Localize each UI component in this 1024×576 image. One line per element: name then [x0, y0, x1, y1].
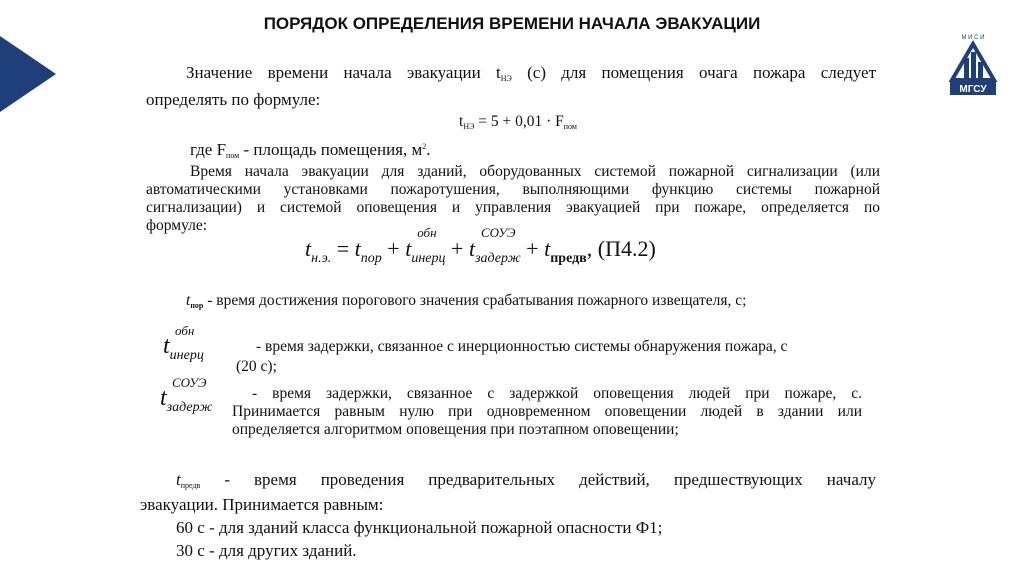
def-tpredv-line1: tпредв - время проведения предварительных действий, предшествующих началу: [176, 470, 876, 490]
para2-line2: автоматическими установками пожаротушения, выполняющими функцию системы пожарной: [146, 181, 880, 198]
mgsu-logo: [948, 30, 998, 96]
para2-line4: формуле:: [146, 217, 208, 234]
def-tinerc-symbol: t обн $_{инерц}$: [163, 323, 204, 363]
def-tzaderzh-text: - время задержки, связанное с задержкой оповещения людей при пожаре, с. Принимается равным нулю при одновременном оповещении людей в здании или определяется алгоритмом оповещения при поэтапном оповещении;: [232, 385, 862, 438]
formula-p42: $t_{н.э.} = t_{пор} + t$ обн $_{инерц}$ + t СОУЭ $_{задерж} + t_{предв}$, (П4.2): [305, 225, 656, 266]
slide-title: ПОРЯДОК ОПРЕДЕЛЕНИЯ ВРЕМЕНИ НАЧАЛА ЭВАКУАЦИИ: [263, 14, 761, 33]
def-tpredv-line4: 30 с - для других зданий.: [176, 541, 357, 560]
where-area: где Fпом - площадь помещения, $м^2$.: [190, 140, 431, 160]
para1-line2: определять по формуле:: [146, 90, 321, 109]
def-tinerc-text2: (20 с);: [236, 358, 277, 375]
def-tpor: tпор - время достижения порогового значения срабатывания пожарного извещателя, с;: [186, 292, 747, 310]
formula-tne: tНЭ = 5 + 0,01 · Fпом: [459, 113, 577, 131]
logo-bottom-text: МГСУ: [959, 84, 987, 95]
logo-top-text: М И С И: [961, 35, 985, 41]
def-tpredv-line3: 60 с - для зданий класса функциональной пожарной опасности Ф1;: [176, 518, 663, 537]
para1-line1: Значение времени начала эвакуации tНЭ (с) для помещения очага пожара следует: [186, 63, 877, 83]
para2-line3: сигнализации) и системой оповещения и управления эвакуацией при пожаре, определяется по: [146, 199, 880, 216]
def-tzaderzh-symbol: t СОУЭ $_{задерж}$: [160, 375, 213, 415]
para2-line1: Время начала эвакуации для зданий, оборудованных системой пожарной сигнализации (или: [190, 163, 880, 180]
def-tpredv-line2: эвакуации. Принимается равным:: [140, 495, 384, 514]
def-tinerc-text: - время задержки, связанное с инерционностью системы обнаружения пожара, с: [256, 338, 788, 355]
decorative-triangle: [0, 36, 56, 112]
